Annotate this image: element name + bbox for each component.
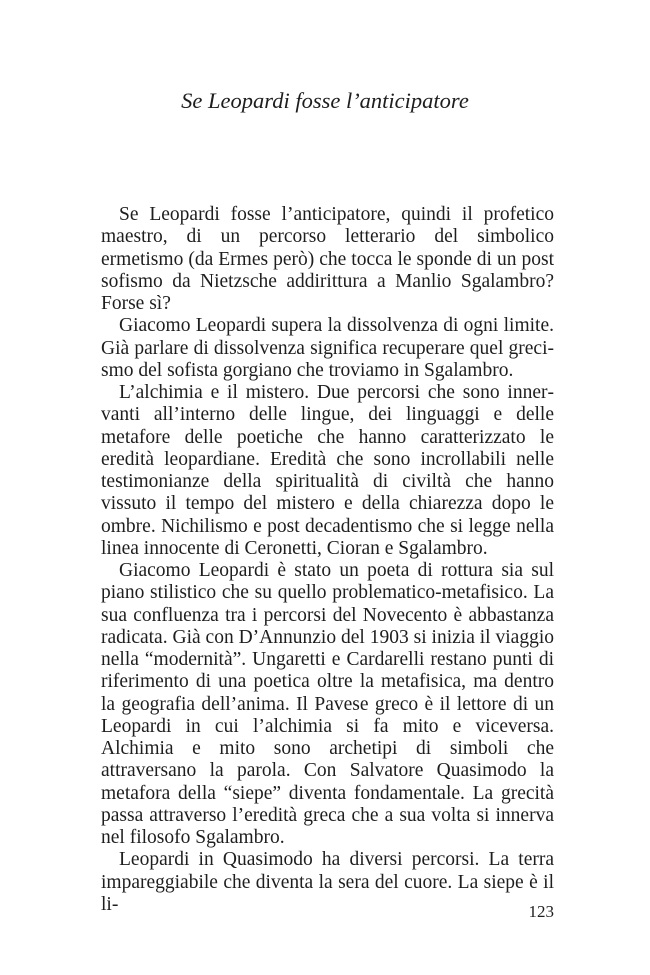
chapter-title: Se Leopardi fosse l’anticipatore — [181, 88, 469, 113]
paragraph: Giacomo Leopardi supera la dissolvenza di ogni limite. Già parlare di dissolvenza significa recuperare quel grecismo del sofista gorgiano che troviamo in Sgalambro. — [101, 315, 554, 381]
paragraph: Leopardi in Quasimodo ha diversi percorsi. La terra impareggiabile che diventa la sera del cuore. La siepe è il li- — [101, 849, 554, 915]
page-number: 123 — [528, 902, 554, 921]
paragraph: Se Leopardi fosse l’anticipatore, quindi il profetico maestro, di un percorso letterario del simbolico ermetismo (da Ermes però) che tocca le sponde di un post sofismo da Nietzsche addirittura a Manlio Sgalambro? Forse sì? — [101, 204, 554, 314]
paragraph: L’alchimia e il mistero. Due percorsi che sono innervanti all’interno delle lingue, dei linguaggi e delle metafore delle poetiche che hanno caratterizzato le eredità leopardiane. Eredità che sono incrollabili nelle testimonianze della spiritualità di civiltà che hanno vissuto il tempo del mistero e della chiarezza dopo le ombre. Nichilismo e post decadentismo che si legge nella linea innocente di Ceronetti, Cioran e Sgalambro. — [101, 382, 554, 559]
body-text — [101, 204, 554, 916]
paragraph: Giacomo Leopardi è stato un poeta di rottura sia sul piano stilistico che su quello problematico-metafisico. La sua confluenza tra i percorsi del Novecento è abbastanza radicata. Già con D’Annunzio del 1903 si inizia il viaggio nella “modernità”. Ungaretti e Cardarelli restano punti di riferimento di una poetica oltre la metafisica, ma dentro la geografia dell’anima. Il Pavese greco è il lettore di un Leopardi in cui l’alchimia si fa mito e viceversa. Alchimia e mito sono archetipi di simboli che attraversano la parola. Con Salvatore Quasimodo la metafora della “siepe” diventa fondamentale. La grecità passa attraverso l’eredità greca che a sua volta si innerva nel filosofo Sgalambro. — [101, 560, 554, 848]
